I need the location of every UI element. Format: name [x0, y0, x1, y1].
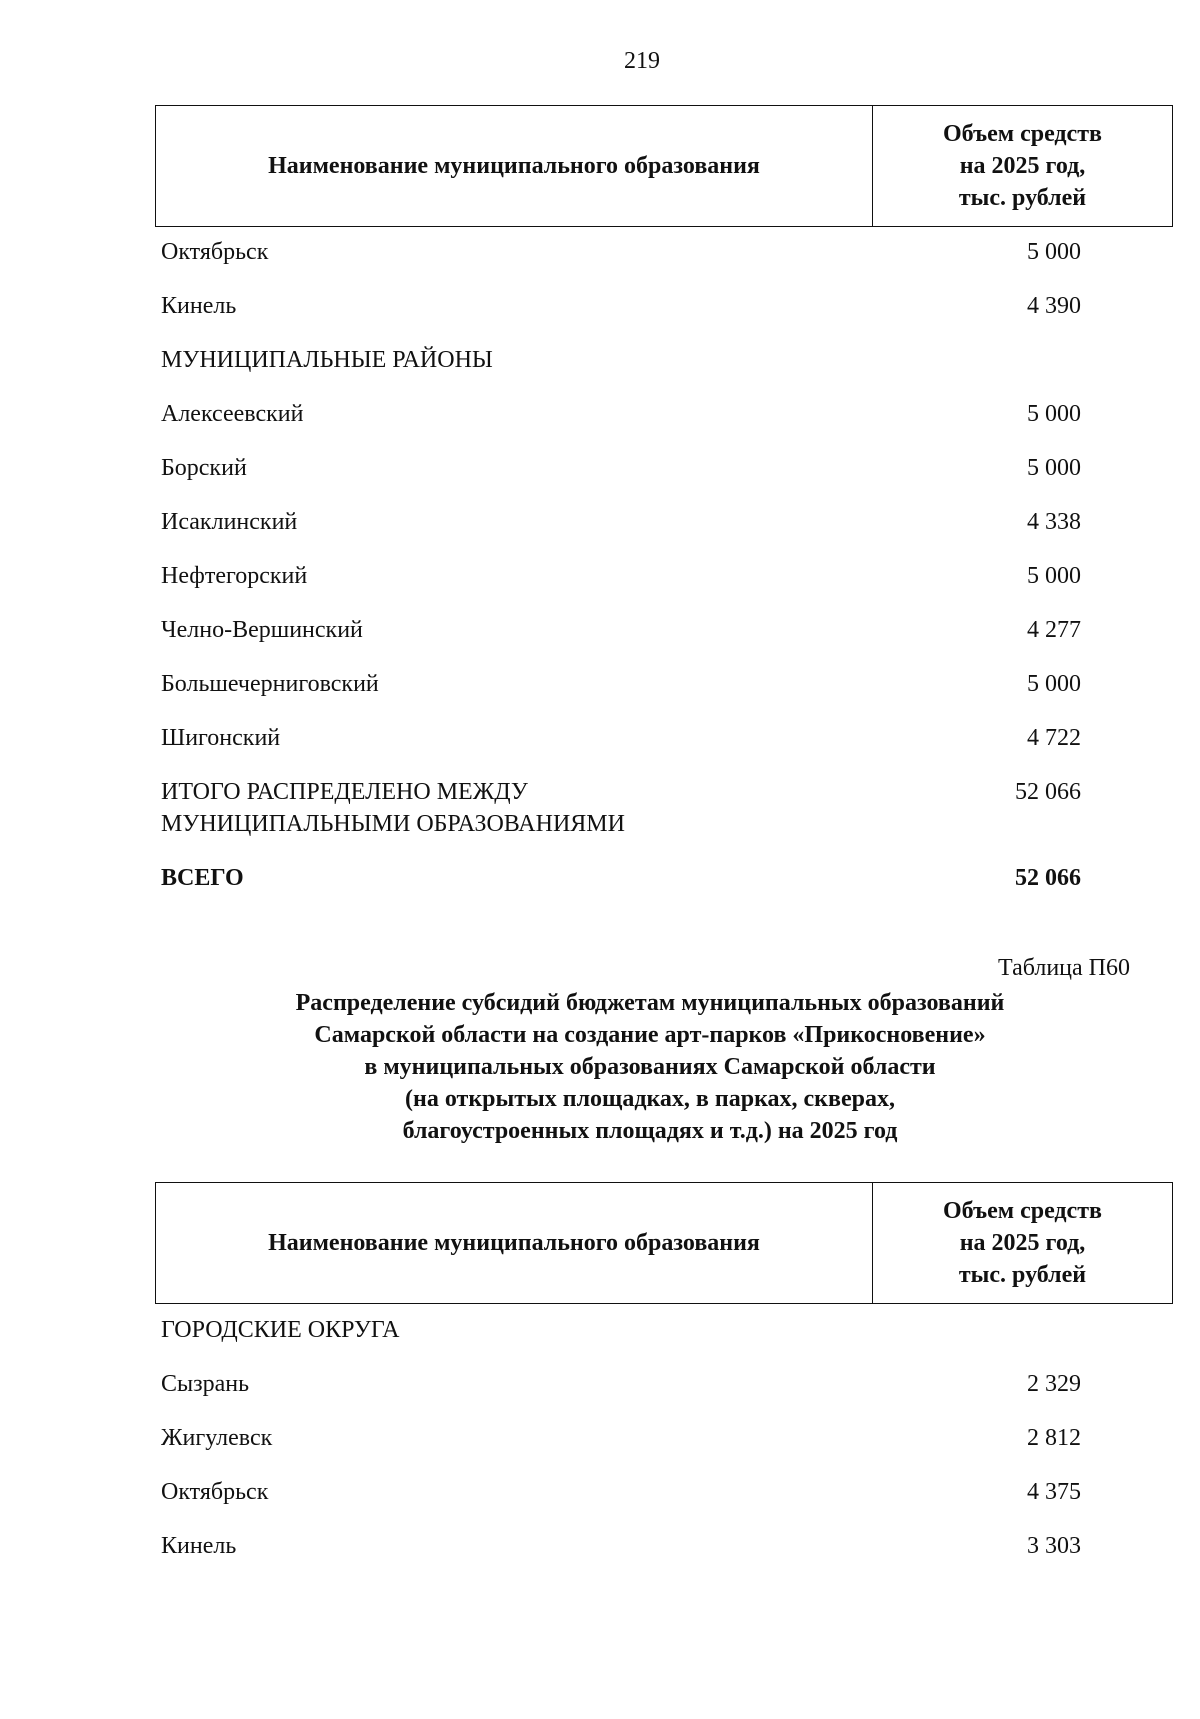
row-value: 5 000	[1027, 239, 1081, 265]
row-value: 5 000	[1027, 671, 1081, 697]
column-header-amount-line: тыс. рублей	[958, 1262, 1087, 1288]
table-body	[161, 236, 1171, 916]
subtotal-name-line: ИТОГО РАСПРЕДЕЛЕНО МЕЖДУ	[161, 779, 528, 805]
row-name: Жигулевск	[161, 1425, 273, 1451]
row-name: Октябрьск	[161, 1479, 269, 1505]
table-header	[155, 1182, 1173, 1304]
column-header-amount-line: на 2025 год,	[959, 153, 1086, 179]
table-title-line: Самарской области на создание арт-парков «Прикосновение»	[314, 1022, 986, 1048]
subtotal-value: 52 066	[1015, 779, 1081, 805]
column-header-amount-line: Объем средств	[943, 121, 1102, 147]
table-row	[161, 1368, 1171, 1422]
row-value: 3 303	[1027, 1533, 1081, 1559]
row-value: 5 000	[1027, 455, 1081, 481]
table-row	[161, 1476, 1171, 1530]
table-row	[161, 506, 1171, 560]
row-value: 4 338	[1027, 509, 1081, 535]
row-name: Исаклинский	[161, 509, 298, 535]
row-value: 4 722	[1027, 725, 1081, 751]
table-row	[161, 344, 1171, 398]
table-row	[161, 614, 1171, 668]
page-number: 219	[624, 48, 660, 74]
row-name: Кинель	[161, 1533, 237, 1559]
table-row	[161, 452, 1171, 506]
table-row	[161, 290, 1171, 344]
total-name: ВСЕГО	[161, 865, 244, 891]
row-name: Сызрань	[161, 1371, 250, 1397]
row-value: 4 375	[1027, 1479, 1081, 1505]
table-row	[161, 398, 1171, 452]
row-name: Октябрьск	[161, 239, 269, 265]
column-header-amount-line: Объем средств	[943, 1198, 1102, 1224]
row-value: 4 277	[1027, 617, 1081, 643]
table-title-line: в муниципальных образованиях Самарской области	[364, 1054, 936, 1080]
subtotal-name	[161, 776, 881, 840]
row-name: Алексеевский	[161, 401, 304, 427]
total-row	[161, 862, 1171, 916]
column-header-name: Наименование муниципального образования	[156, 1183, 873, 1303]
table-row	[161, 560, 1171, 614]
row-section-heading: ГОРОДСКИЕ ОКРУГА	[161, 1317, 400, 1343]
row-value: 2 812	[1027, 1425, 1081, 1451]
row-value: 5 000	[1027, 563, 1081, 589]
row-name: Челно-Вершинский	[161, 617, 363, 643]
table-row	[161, 1314, 1171, 1368]
column-header-amount	[873, 1183, 1172, 1303]
total-value: 52 066	[1015, 865, 1081, 891]
table-label: Таблица П60	[998, 955, 1130, 981]
table-row	[161, 1422, 1171, 1476]
row-name: Борский	[161, 455, 247, 481]
table-row	[161, 722, 1171, 776]
row-name: Шигонский	[161, 725, 281, 751]
table-title-line: Распределение субсидий бюджетам муниципальных образований	[295, 990, 1005, 1016]
table-title	[150, 987, 1150, 1147]
table-header	[155, 105, 1173, 227]
table-title-line: благоустроенных площадях и т.д.) на 2025 год	[402, 1118, 898, 1144]
row-value: 5 000	[1027, 401, 1081, 427]
table-title-line: (на открытых площадках, в парках, скверах,	[405, 1086, 895, 1112]
subtotal-row	[161, 776, 1171, 862]
table-row	[161, 1530, 1171, 1584]
row-section-heading: МУНИЦИПАЛЬНЫЕ РАЙОНЫ	[161, 347, 493, 373]
row-value: 4 390	[1027, 293, 1081, 319]
row-name: Нефтегорский	[161, 563, 308, 589]
column-header-amount-line: тыс. рублей	[958, 185, 1087, 211]
row-value: 2 329	[1027, 1371, 1081, 1397]
row-name: Кинель	[161, 293, 237, 319]
subtotal-name-line: МУНИЦИПАЛЬНЫМИ ОБРАЗОВАНИЯМИ	[161, 811, 625, 837]
table-body	[161, 1314, 1171, 1584]
column-header-name: Наименование муниципального образования	[156, 106, 873, 226]
column-header-amount	[873, 106, 1172, 226]
table-row	[161, 668, 1171, 722]
column-header-amount-line: на 2025 год,	[959, 1230, 1086, 1256]
table-row	[161, 236, 1171, 290]
row-name: Большечерниговский	[161, 671, 379, 697]
